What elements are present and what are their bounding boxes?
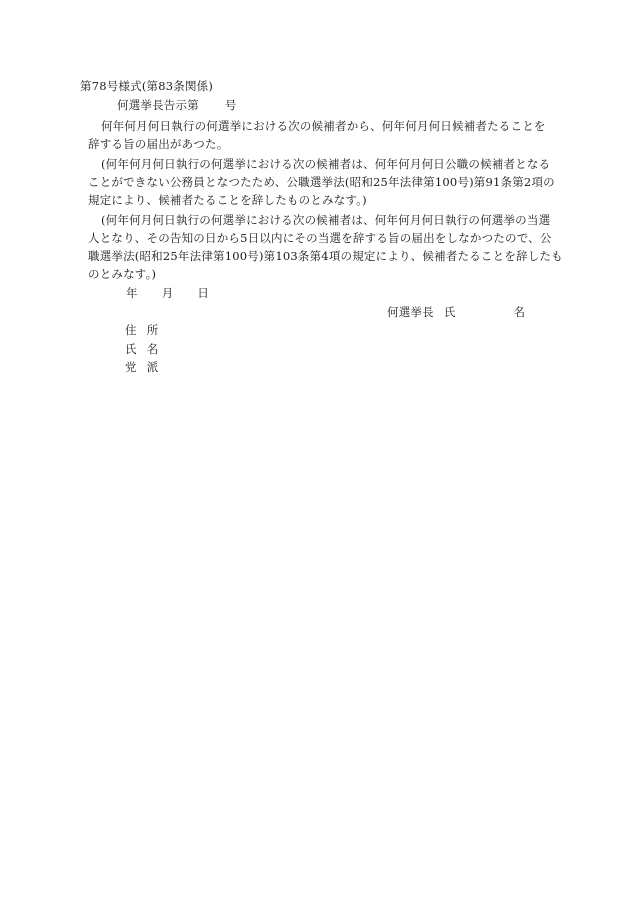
- field-party-label: [125, 360, 158, 375]
- paragraph-3-line-4: のとみなす。): [88, 267, 157, 281]
- date-year: 年: [126, 286, 138, 300]
- field-name-char-2: 名: [146, 342, 159, 356]
- paragraph-3-line-3: 職選挙法(昭和25年法律第100号)第103条第4項の規定により、候補者たることを辞したも: [88, 249, 563, 263]
- notice-title-prefix: 何選挙長告示第: [117, 98, 199, 112]
- notice-title-suffix: 号: [224, 98, 237, 112]
- signer-title: 何選挙長: [387, 305, 434, 319]
- paragraph-1-line-2: 辞する旨の届出があつた。: [88, 137, 229, 151]
- paragraph-2-line-1: (何年何月何日執行の何選挙における次の候補者は、何年何月何日公職の候補者となる: [101, 157, 551, 171]
- field-name-label: [125, 342, 158, 357]
- signer-mei: 名: [513, 305, 526, 319]
- field-address-label: [125, 323, 158, 338]
- date-day: 日: [197, 286, 210, 300]
- field-name-char-1: 氏: [125, 342, 137, 356]
- date-month: 月: [161, 286, 174, 300]
- signer-line: [387, 305, 525, 320]
- field-party-char-1: 党: [125, 360, 137, 374]
- paragraph-1-line-1: 何年何月何日執行の何選挙における次の候補者から、何年何月何日候補者たることを: [101, 119, 546, 133]
- signer-shi: 氏: [443, 305, 456, 319]
- field-party-char-2: 派: [146, 360, 159, 374]
- paragraph-3-line-2: 人となり、その告知の日から5日以内にその当選を辞する旨の届出をしなかつたので、公: [88, 231, 552, 245]
- paragraph-2-line-2: ことができない公務員となつたため、公職選挙法(昭和25年法律第100号)第91条第2項の: [88, 175, 555, 189]
- field-address-char-1: 住: [125, 323, 137, 337]
- form-label: 第78号様式(第83条関係): [80, 79, 214, 93]
- field-address-char-2: 所: [146, 323, 159, 337]
- notice-title: [117, 98, 237, 113]
- paragraph-3-line-1: (何年何月何日執行の何選挙における次の候補者は、何年何月何日執行の何選挙の当選: [101, 213, 551, 227]
- paragraph-2-line-3: 規定により、候補者たることを辞したものとみなす。): [88, 193, 367, 207]
- date-line: [126, 286, 209, 301]
